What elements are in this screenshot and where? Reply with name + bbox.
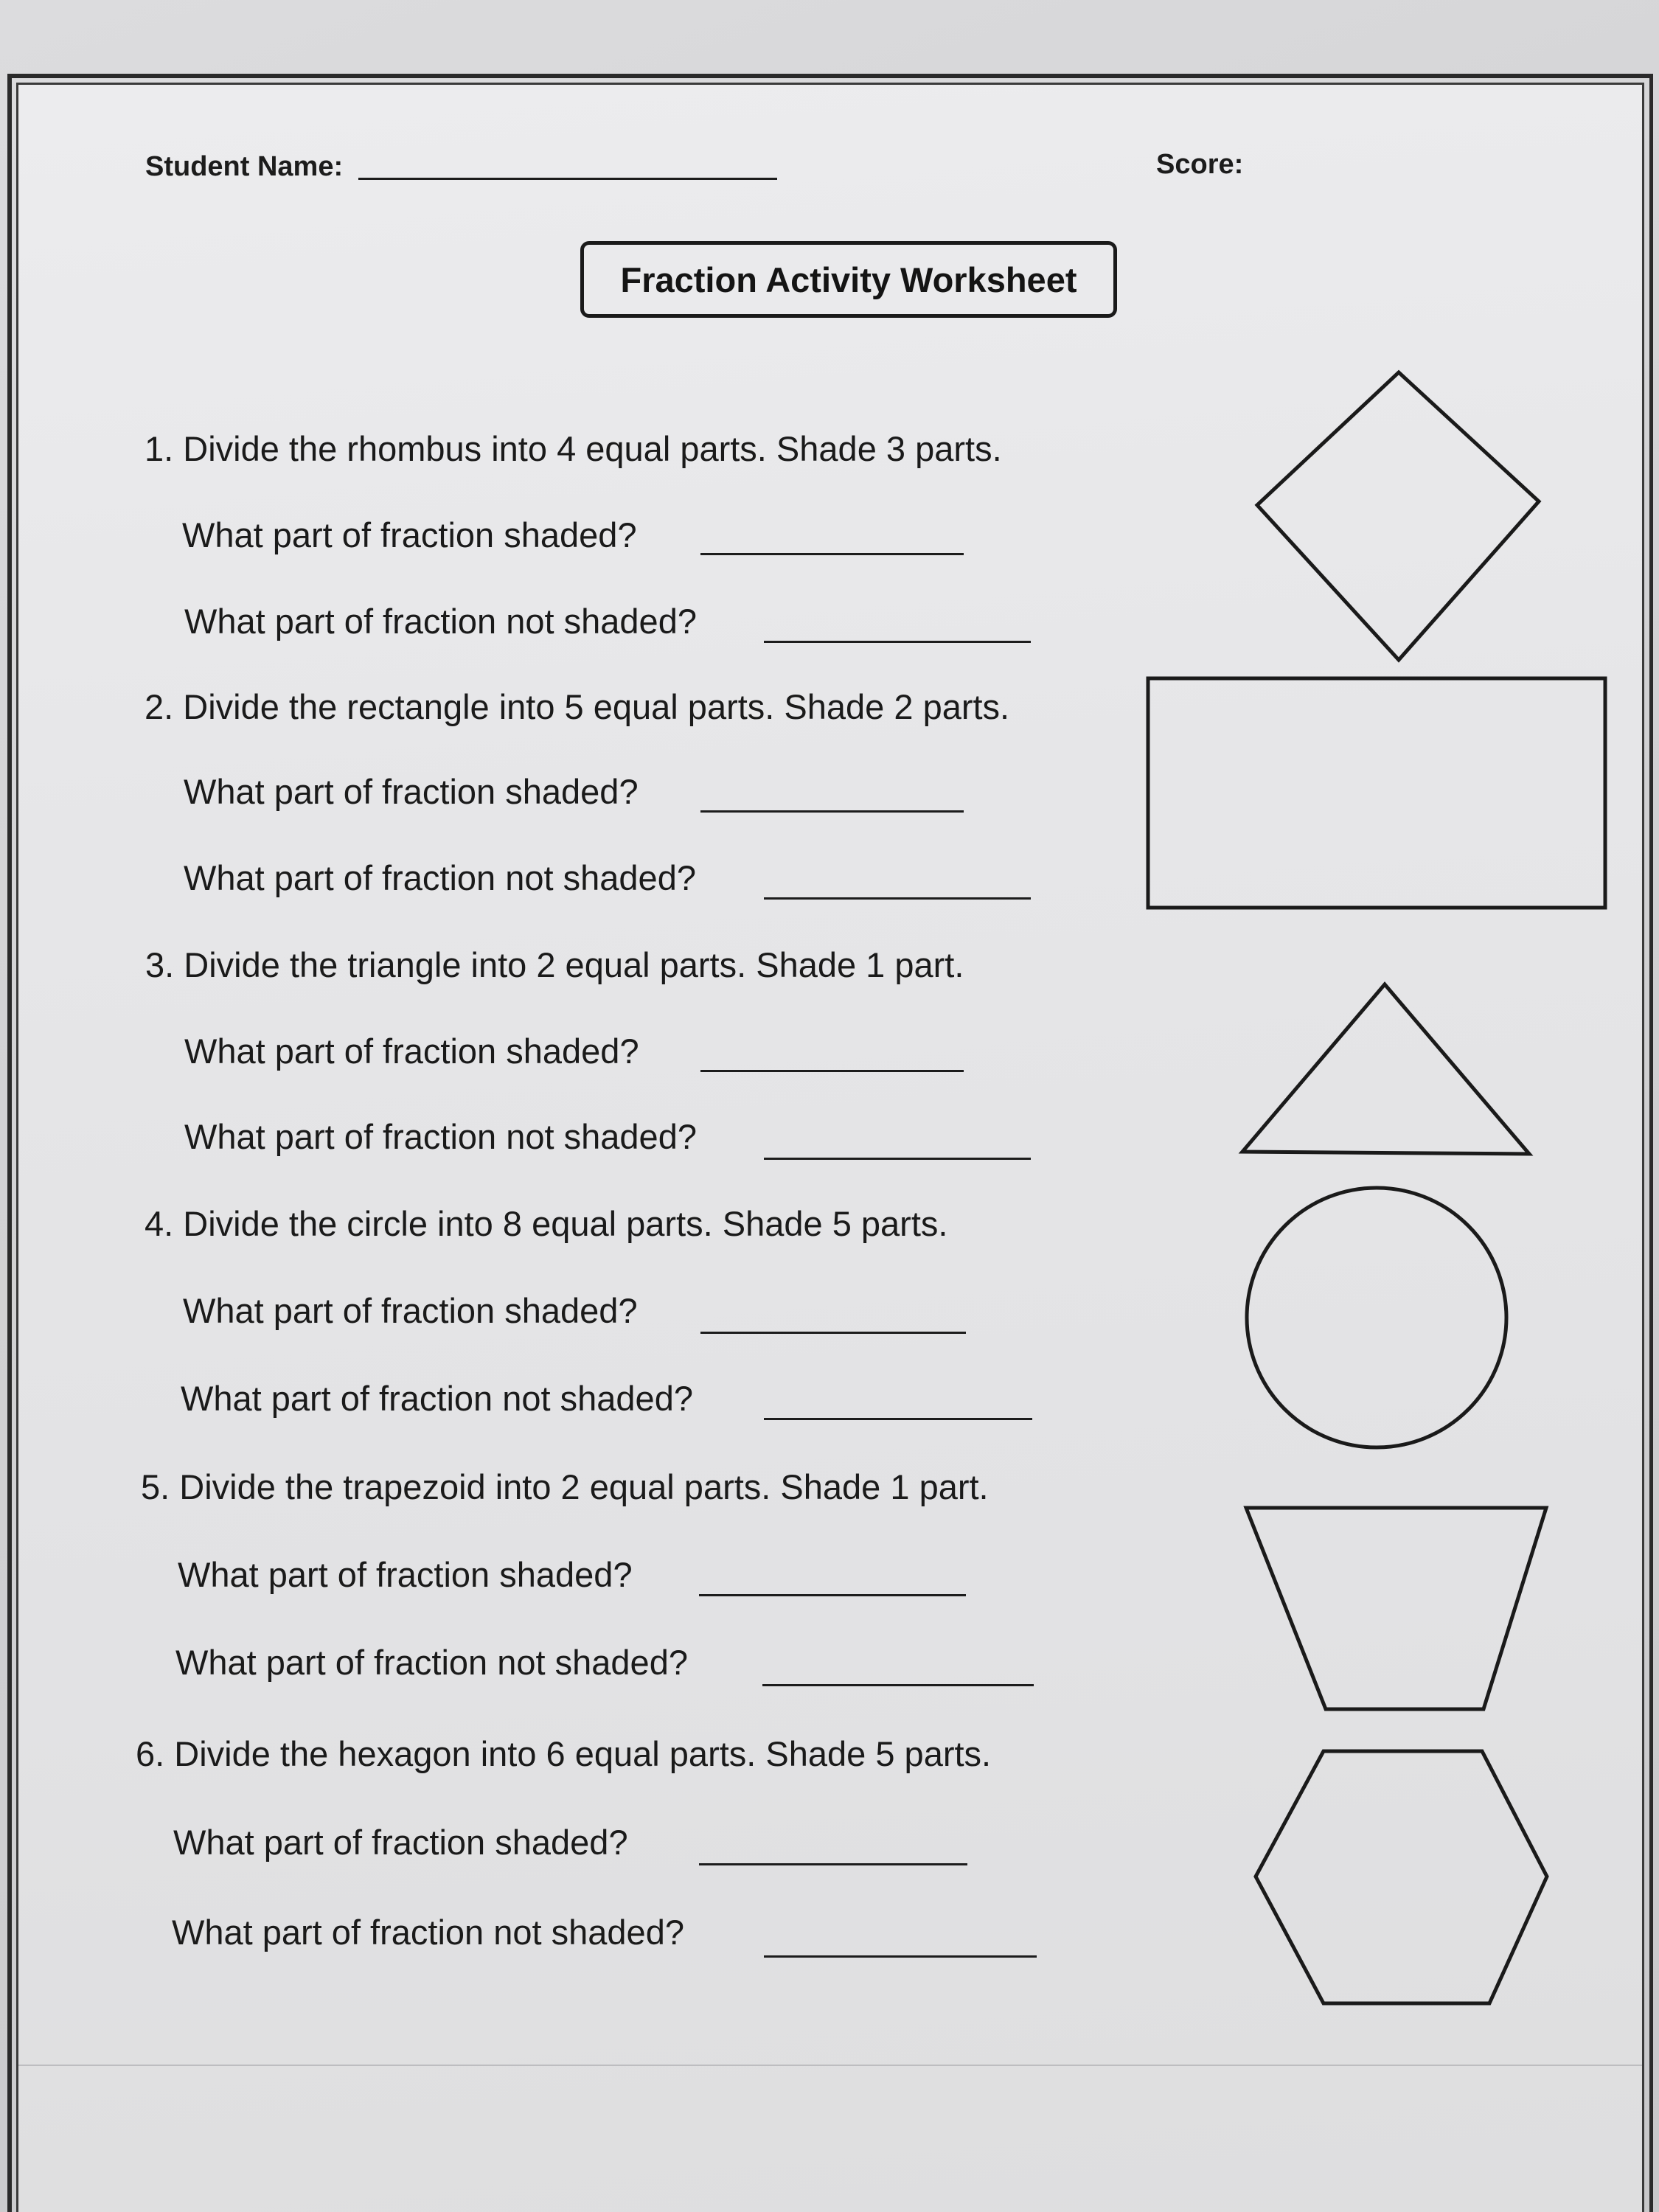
question-3-not-shaded-label: What part of fraction not shaded? bbox=[184, 1117, 697, 1156]
rhombus-icon[interactable] bbox=[1257, 372, 1539, 660]
question-2-prompt: 2. Divide the rectangle into 5 equal parts. Shade 2 parts. bbox=[145, 687, 1010, 726]
question-1-prompt: 1. Divide the rhombus into 4 equal parts. Shade 3 parts. bbox=[145, 429, 1002, 468]
question-4-shaded-label: What part of fraction shaded? bbox=[183, 1291, 638, 1330]
trapezoid-icon[interactable] bbox=[1246, 1508, 1546, 1709]
question-2-not-shaded-label: What part of fraction not shaded? bbox=[184, 858, 696, 897]
question-5-not-shaded-label: What part of fraction not shaded? bbox=[175, 1643, 688, 1682]
question-6-not-shaded-label: What part of fraction not shaded? bbox=[172, 1913, 684, 1952]
question-4-prompt: 4. Divide the circle into 8 equal parts. Shade 5 parts. bbox=[145, 1204, 948, 1243]
rectangle-icon[interactable] bbox=[1148, 678, 1605, 908]
worksheet-title: Fraction Activity Worksheet bbox=[620, 260, 1077, 299]
paper-fold-line bbox=[18, 2065, 1642, 2066]
question-6-shaded-label: What part of fraction shaded? bbox=[173, 1823, 628, 1862]
question-1-not-shaded-label: What part of fraction not shaded? bbox=[184, 602, 697, 641]
question-5-shaded-label: What part of fraction shaded? bbox=[178, 1555, 633, 1594]
score-label: Score: bbox=[1156, 149, 1244, 180]
circle-icon[interactable] bbox=[1247, 1188, 1506, 1447]
question-3-shaded-label: What part of fraction shaded? bbox=[184, 1032, 639, 1071]
question-1-shaded-label: What part of fraction shaded? bbox=[182, 515, 637, 554]
question-3-prompt: 3. Divide the triangle into 2 equal parts. Shade 1 part. bbox=[145, 945, 964, 984]
triangle-icon[interactable] bbox=[1242, 984, 1529, 1154]
hexagon-icon[interactable] bbox=[1256, 1751, 1547, 2003]
student-name-label: Student Name: bbox=[145, 151, 344, 182]
question-6-prompt: 6. Divide the hexagon into 6 equal parts. Shade 5 parts. bbox=[136, 1734, 992, 1773]
question-4-not-shaded-label: What part of fraction not shaded? bbox=[181, 1379, 693, 1418]
question-2-shaded-label: What part of fraction shaded? bbox=[184, 772, 639, 811]
question-5-prompt: 5. Divide the trapezoid into 2 equal parts. Shade 1 part. bbox=[141, 1467, 989, 1506]
